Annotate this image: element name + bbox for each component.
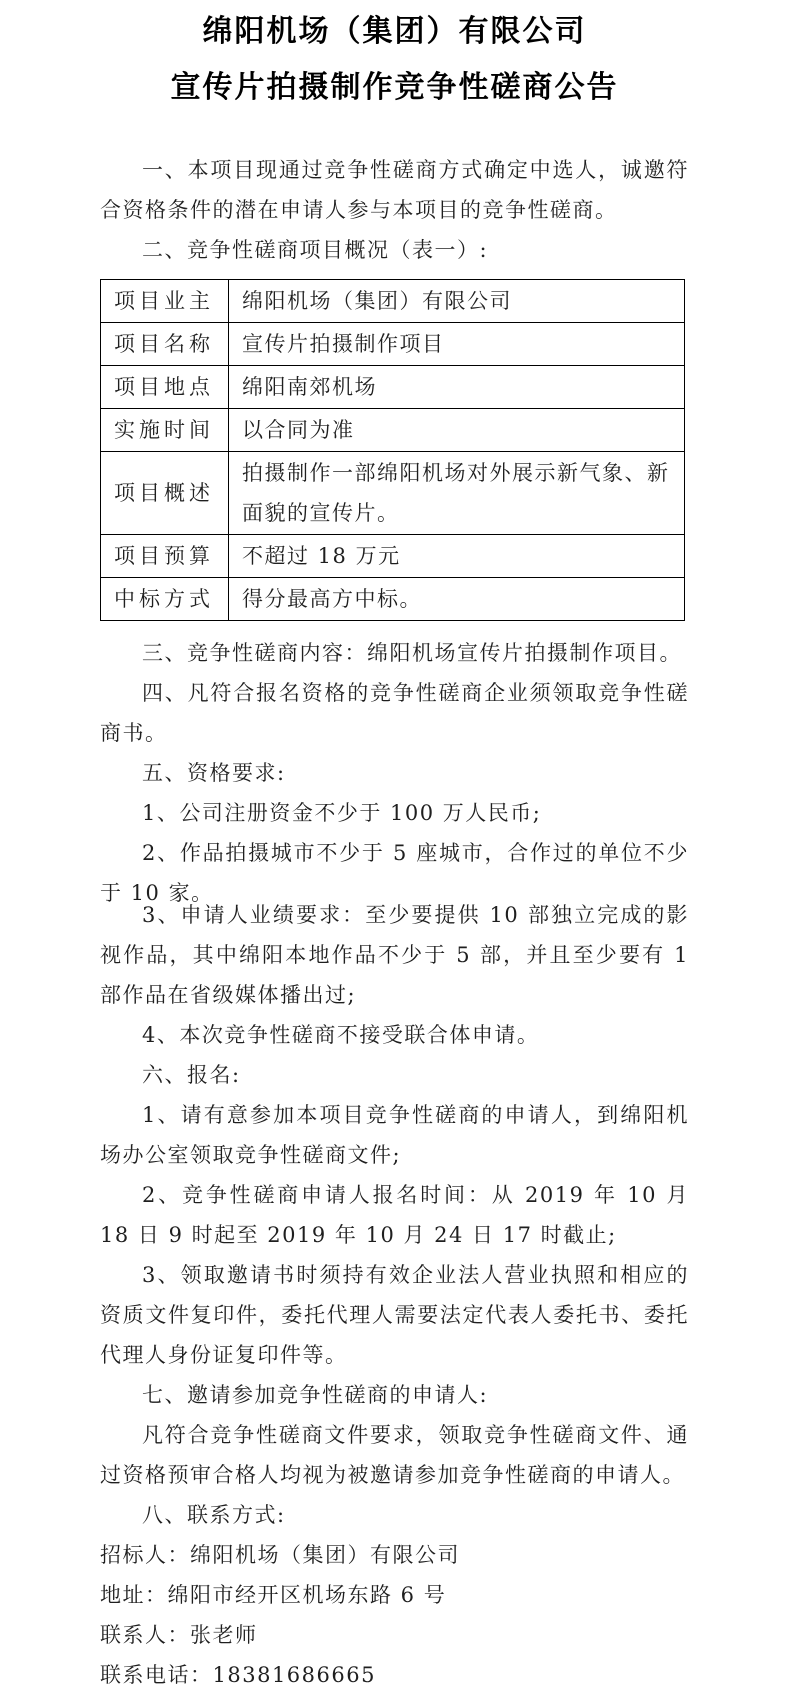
para-section-6-item-1: 1、请有意参加本项目竞争性磋商的申请人，到绵阳机场办公室领取竞争性磋商文件; bbox=[100, 1103, 689, 1167]
para-section-6-item-3: 3、领取邀请书时须持有效企业法人营业执照和相应的资质文件复印件，委托代理人需要法定代表人委托书、委托代理人身份证复印件等。 bbox=[100, 1263, 689, 1367]
row-label: 项目名称 bbox=[101, 323, 229, 366]
row-value: 拍摄制作一部绵阳机场对外展示新气象、新面貌的宣传片。 bbox=[229, 452, 685, 535]
table-row bbox=[101, 323, 685, 366]
table-row bbox=[101, 280, 685, 323]
row-label: 项目概述 bbox=[101, 452, 229, 535]
table-row bbox=[101, 578, 685, 621]
project-overview-table bbox=[100, 279, 685, 621]
contact-block bbox=[100, 1535, 689, 1695]
row-value: 得分最高方中标。 bbox=[229, 578, 685, 621]
row-value: 以合同为准 bbox=[229, 409, 685, 452]
para-section-7-heading: 七、邀请参加竞争性磋商的申请人: bbox=[142, 1383, 489, 1407]
para-section-6-heading: 六、报名: bbox=[142, 1063, 241, 1087]
contact-address-line: 地址：绵阳市经开区机场东路 6 号 bbox=[100, 1583, 447, 1607]
row-label: 实施时间 bbox=[101, 409, 229, 452]
para-section-5-item-2: 2、作品拍摄城市不少于 5 座城市，合作过的单位不少于 10 家。 bbox=[100, 841, 689, 905]
para-section-5-heading: 五、资格要求: bbox=[142, 761, 286, 785]
para-section-5-item-4: 4、本次竞争性磋商不接受联合体申请。 bbox=[142, 1023, 540, 1047]
row-label: 项目预算 bbox=[101, 535, 229, 578]
contact-bidder-line: 招标人：绵阳机场（集团）有限公司 bbox=[100, 1543, 460, 1567]
row-value: 宣传片拍摄制作项目 bbox=[229, 323, 685, 366]
table-row bbox=[101, 535, 685, 578]
row-label: 项目地点 bbox=[101, 366, 229, 409]
row-value: 不超过 18 万元 bbox=[229, 535, 685, 578]
para-section-3: 三、竞争性磋商内容：绵阳机场宣传片拍摄制作项目。 bbox=[142, 641, 682, 665]
para-section-6-item-2: 2、竞争性磋商申请人报名时间：从 2019 年 10 月 18 日 9 时起至 2019 年 10 月 24 日 17 时截止; bbox=[100, 1183, 689, 1247]
row-label: 中标方式 bbox=[101, 578, 229, 621]
table-row bbox=[101, 409, 685, 452]
para-section-5-item-3: 3、申请人业绩要求：至少要提供 10 部独立完成的影视作品，其中绵阳本地作品不少于 5 部，并且至少要有 1 部作品在省级媒体播出过; bbox=[100, 903, 689, 1007]
para-section-4: 四、凡符合报名资格的竞争性磋商企业须领取竞争性磋商书。 bbox=[100, 681, 689, 745]
row-value: 绵阳南郊机场 bbox=[229, 366, 685, 409]
contact-phone-line: 联系电话：18381686665 bbox=[100, 1663, 376, 1687]
para-section-7-body: 凡符合竞争性磋商文件要求，领取竞争性磋商文件、通过资格预审合格人均视为被邀请参加竞争性磋商的申请人。 bbox=[100, 1423, 689, 1487]
page-title-line-2: 宣传片拍摄制作竞争性磋商公告 bbox=[170, 70, 619, 105]
para-section-8-heading: 八、联系方式: bbox=[142, 1503, 286, 1527]
table-row bbox=[101, 452, 685, 535]
para-section-2-heading: 二、竞争性磋商项目概况（表一）: bbox=[142, 238, 489, 262]
contact-person-line: 联系人：张老师 bbox=[100, 1623, 258, 1647]
row-value: 绵阳机场（集团）有限公司 bbox=[229, 280, 685, 323]
para-section-5-item-1: 1、公司注册资金不少于 100 万人民币; bbox=[142, 801, 542, 825]
page-title-line-1: 绵阳机场（集团）有限公司 bbox=[202, 14, 587, 49]
table-row bbox=[101, 366, 685, 409]
row-label: 项目业主 bbox=[101, 280, 229, 323]
para-section-1: 一、本项目现通过竞争性磋商方式确定中选人，诚邀符合资格条件的潜在申请人参与本项目的竞争性磋商。 bbox=[100, 158, 689, 222]
